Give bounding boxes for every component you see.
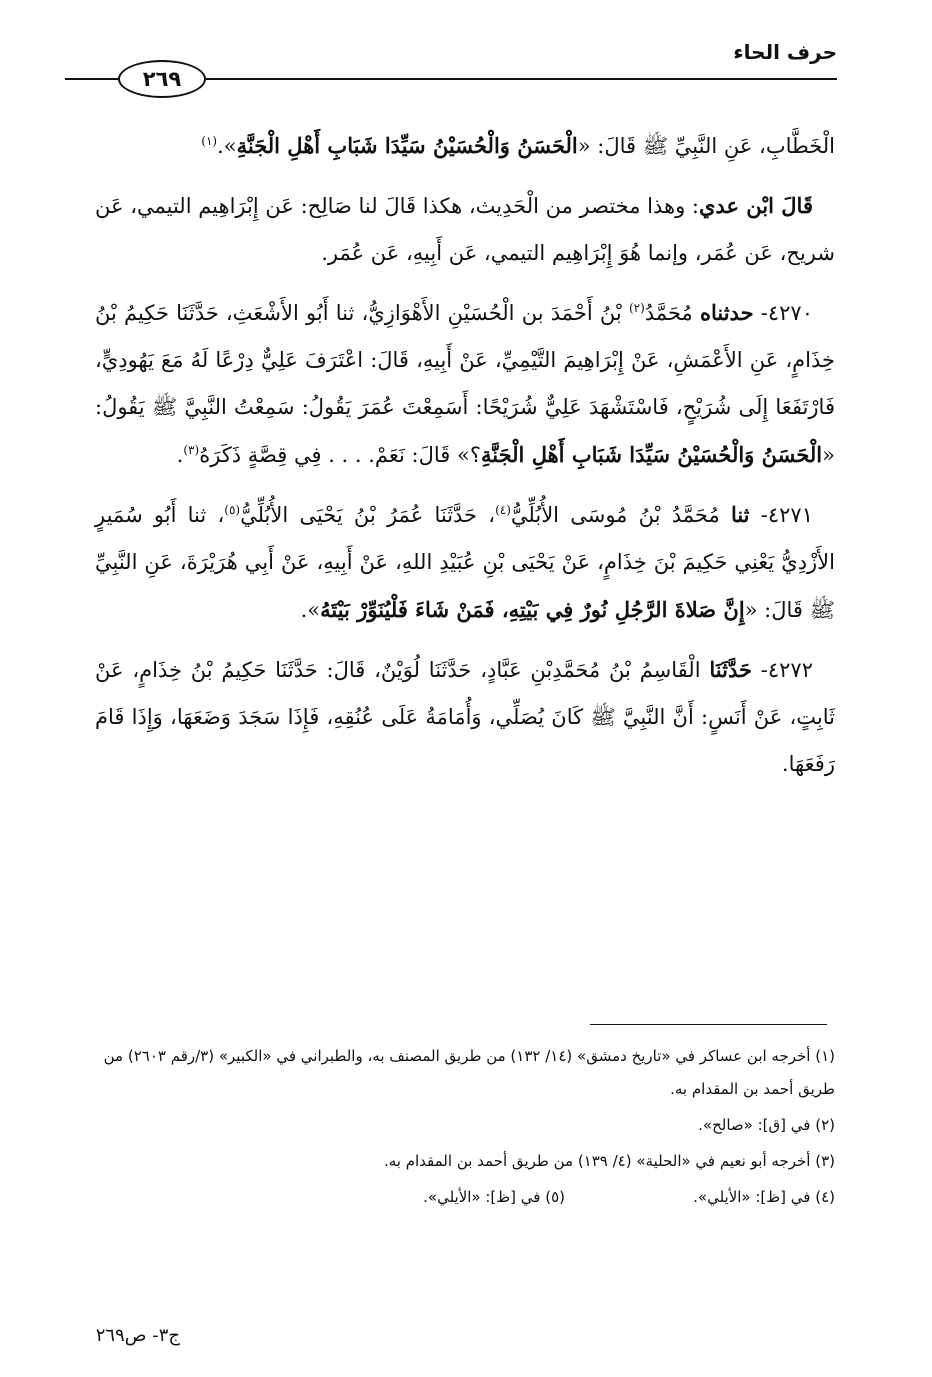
paragraph-commentary [95, 182, 835, 277]
footnote-2: (٢) في [ق]: «صالح». [698, 1116, 835, 1134]
hadith-number: ٤٢٧٢- [751, 658, 813, 682]
volume-page-ref: ج٣- ص٢٦٩ [95, 1325, 180, 1346]
hadith-matn: الْحَسَنُ وَالْحُسَيْنُ سَيِّدَا شَبَابِ أَهْلِ الْجَنَّةِ [481, 442, 823, 467]
footnotes [63, 1040, 835, 1217]
text: ». [217, 134, 237, 158]
footnote-4: (٤) في [ظ]: «الأيلي». [693, 1188, 835, 1206]
hadith-4271 [95, 491, 835, 634]
body-text [95, 122, 835, 800]
text: ». [300, 598, 321, 622]
hadith-number: ٤٢٧٠- [753, 301, 813, 325]
footnote-ref[interactable]: (١) [201, 134, 218, 148]
text: ؟» قَالَ: نَعَمْ. . . . فِي قِصَّةٍ ذَكَرَهُ [199, 443, 481, 467]
footnote-ref[interactable]: (٢) [628, 301, 645, 315]
isnad-lead: ثنا [730, 502, 750, 527]
hadith-4270 [95, 289, 835, 479]
text: : وهذا مختصر من الْحَدِيث، هكذا قَالَ لنا صَالِح: عَن إِبْرَاهِيم التيمي، عَن شريح، عَن عُمَر، وإنما هُوَ إِبْرَاهِيم التيمي، عَن أَبِيهِ، عَن عُمَر. [95, 194, 835, 265]
footnote-3: (٣) أخرجه أبو نعيم في «الحلية» (٤/ ١٣٩) من طريق أحمد بن المقدام به. [383, 1152, 835, 1170]
hadith-number: ٤٢٧١- [749, 503, 813, 527]
text: ، ثنا أَبُو سُمَيرٍ الأَزْدِيُّ يَعْنِي حَكِيمَ بْنَ خِذَامٍ، عَنْ يَحْيَى بْنِ عُبَيْدِ اللهِ، عَنْ أَبِيهِ، عَنْ أَبِي هُرَيْرَةَ، عَنِ النَّبِيِّ ﷺ قَالَ: « [95, 503, 835, 622]
text: مُحَمَّدُ [644, 301, 700, 325]
text: مُحَمَّدُ بْنُ مُوسَى الأُبُلِّيُّ [510, 503, 731, 527]
footnote-ref[interactable]: (٤) [495, 503, 511, 517]
footnote-ref[interactable]: (٣) [183, 443, 200, 457]
isnad-lead: حدثناه [699, 300, 754, 325]
text: الْقَاسِمُ بْنُ مُحَمَّدِبْنِ عَبَّادٍ، حَدَّثَنَا لُوَيْنٌ، قَالَ: حَدَّثَنَا حَكِيمُ بْنُ خِذَامٍ، عَنْ ثَابِتٍ، عَنْ أَنَسٍ: أَنَّ النَّبِيَّ ﷺ كَانَ يُصَلِّي، وَأُمَامَةُ عَلَى عُنُقِهِ، فَإِذَا سَجَدَ وَضَعَهَا، وَإِذَا قَامَ رَفَعَهَا. [95, 658, 835, 776]
commentary-lead: قَالَ ابْن عدي [699, 193, 813, 218]
chapter-title: حرف الحاء [733, 40, 837, 64]
text: بْنُ أَحْمَدَ بن الْحُسَيْنِ الأَهْوَازِيُّ، ثنا أَبُو الأَشْعَثِ، حَدَّثَنَا حَكِيمُ بْنُ خِذَامٍ، عَنِ الأَعْمَشِ، عَنْ إِبْرَاهِيمَ التَّيْمِيِّ، عَنْ أَبِيهِ، قَالَ: اعْتَرَفَ عَلِيٌّ دِرْعًا لَهُ مَعَ يَهُودِيٍّ، فَارْتَفَعَا إِلَى شُرَيْحٍ، فَاسْتَشْهَدَ عَلِيٌّ شُرَيْحًا: أَسَمِعْتَ عُمَرَ يَقُولُ: سَمِعْتُ النَّبِيَّ ﷺ يَقُولُ: « [95, 301, 835, 467]
hadith-matn: إِنَّ صَلاةَ الرَّجُلِ نُورٌ فِي بَيْتِهِ، فَمَنْ شَاءَ فَلْيُنَوِّرْ بَيْتَهُ [320, 597, 745, 622]
footnote-1: (١) أخرجه ابن عساكر في «تاريخ دمشق» (١٤/ ١٣٢) من طريق المصنف به، والطبراني في «الكبير» (٣/رقم ٢٦٠٣) من طريق أحمد بن المقدام به. [103, 1047, 835, 1098]
text: الْخَطَّابِ، عَنِ النَّبِيِّ ﷺ قَالَ: « [577, 134, 835, 158]
hadith-4272 [95, 646, 835, 788]
text: ، حَدَّثَنَا عُمَرُ بْنُ يَحْيَى الأُبُلِّيُّ [240, 503, 496, 527]
footnote-row [63, 1181, 835, 1214]
footnote-5: (٥) في [ظ]: «الأيلي». [423, 1188, 565, 1206]
footnote-separator [590, 1024, 827, 1025]
hadith-matn: الْحَسَنُ وَالْحُسَيْنُ سَيِّدَا شَبَابِ أَهْلِ الْجَنَّةِ [236, 133, 578, 158]
text: . [176, 443, 184, 467]
isnad-lead: حَدَّثَنَا [709, 657, 752, 682]
page-number: ٢٦٩ [118, 60, 206, 98]
footnote-ref[interactable]: (٥) [224, 503, 241, 517]
paragraph-continuation [95, 122, 835, 170]
